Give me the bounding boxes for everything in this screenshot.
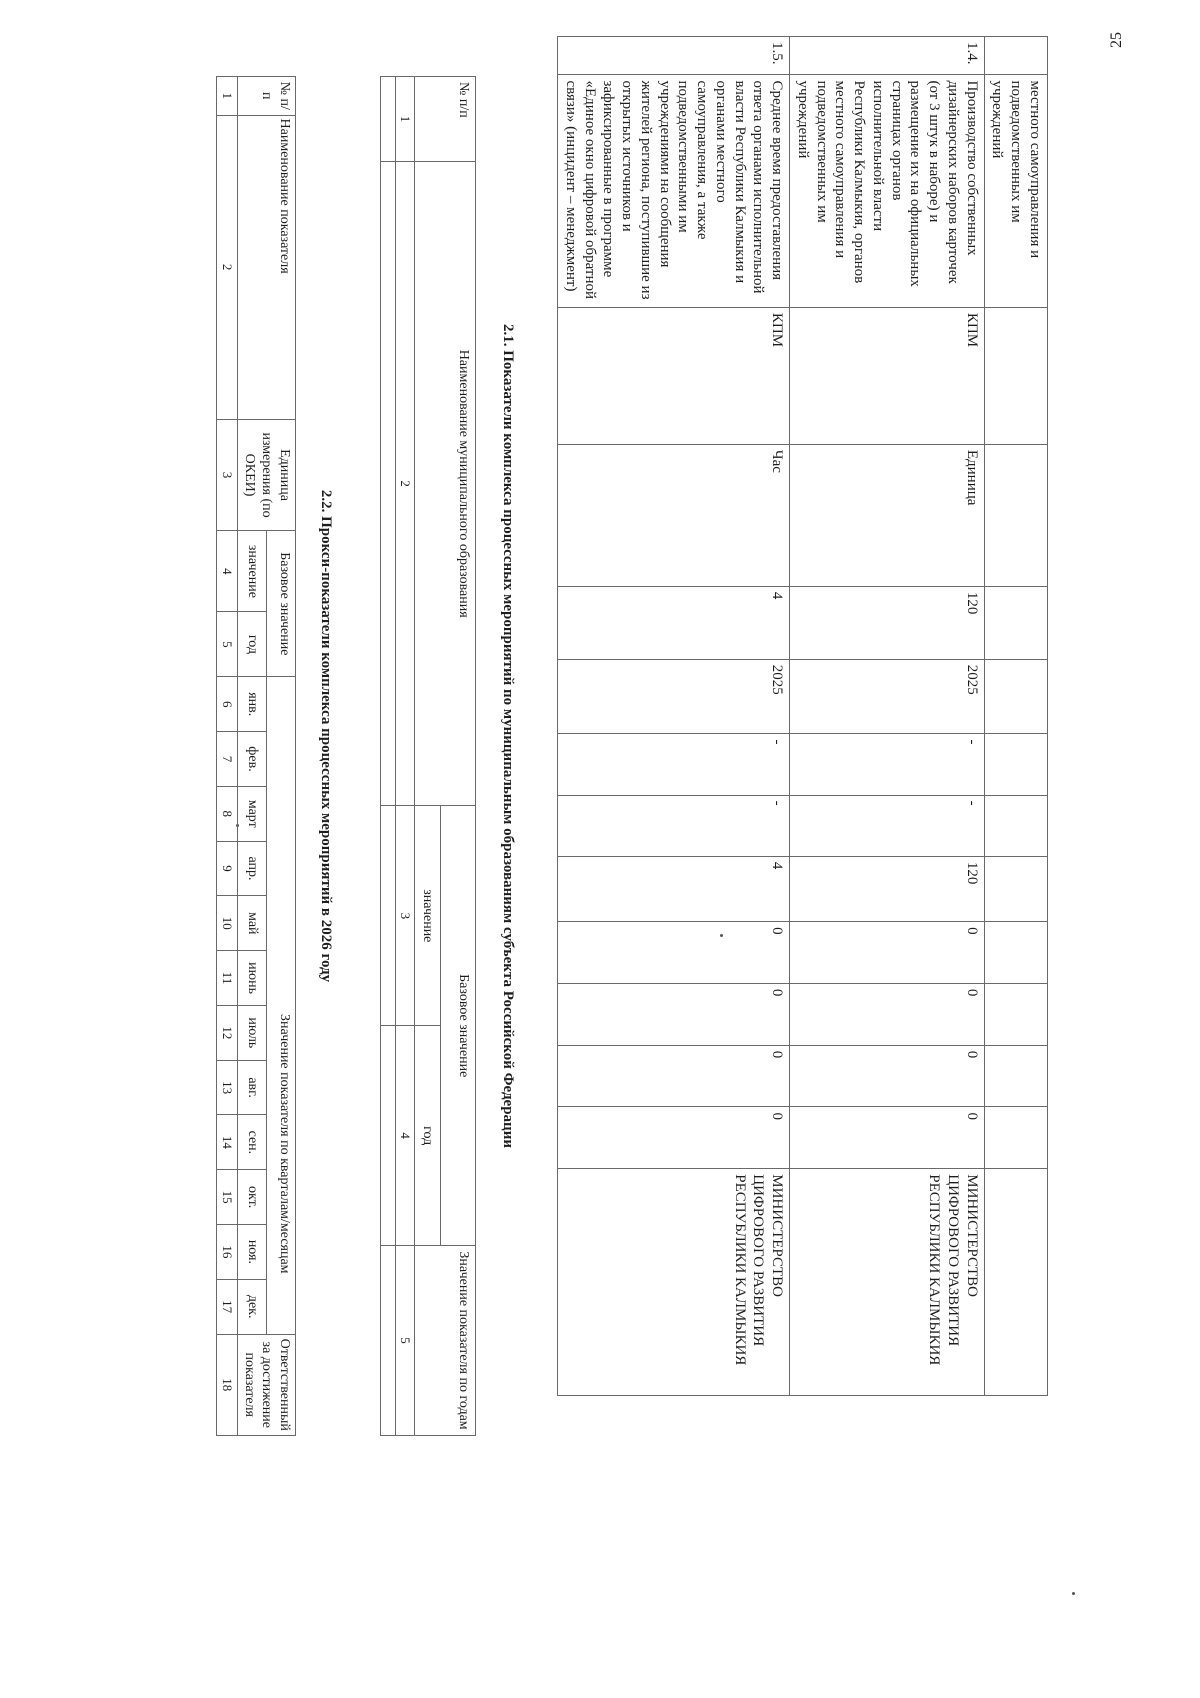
col-number: 13: [217, 1060, 238, 1115]
cell-responsible: МИНИСТЕРСТВО ЦИФРОВОГО РАЗВИТИЯ РЕСПУБЛИКИ КАЛМЫКИЯ: [790, 1169, 985, 1396]
col-number: 11: [217, 951, 238, 1006]
col-number: 5: [217, 612, 238, 677]
cell-y2028: 120: [790, 856, 985, 921]
col-number: 9: [217, 841, 238, 896]
col-number: 7: [217, 732, 238, 787]
cell-y2028: 4: [558, 856, 790, 921]
header-base: Базовое значение: [441, 806, 476, 1246]
cell-y2027: -: [558, 795, 790, 856]
cell-base-year: [984, 659, 1047, 734]
col-number: 1: [395, 77, 414, 162]
cell-y2031: [984, 1045, 1047, 1107]
cell-type: КПМ: [558, 307, 790, 444]
header-month: апр.: [238, 841, 267, 896]
header-month: авг.: [238, 1060, 267, 1115]
header-month: май: [238, 896, 267, 951]
cell-y2030: 0: [790, 983, 985, 1045]
cell-y2027: -: [790, 795, 985, 856]
municipal-indicators-table: [380, 76, 476, 1436]
col-number: 8: [217, 786, 238, 841]
header-month: фев.: [238, 732, 267, 787]
cell-y2026: -: [790, 734, 985, 795]
table-row: [984, 37, 1047, 1396]
cell-unit: Единица: [790, 444, 985, 586]
table-row: [558, 37, 790, 1396]
cell-base-year: 2025: [790, 659, 985, 734]
header-month: июль: [238, 1005, 267, 1060]
page-number: 25: [1108, 32, 1125, 48]
cell-y2032: 0: [558, 1107, 790, 1169]
cell-num: 1.4.: [790, 37, 985, 75]
col-number: 18: [217, 1334, 238, 1435]
table-row: [441, 77, 476, 1436]
header-num: № п/п: [238, 77, 296, 116]
col-number: 4: [395, 1026, 414, 1246]
table-row: [790, 37, 985, 1396]
table-row: [267, 77, 296, 1436]
cell-unit: Час: [558, 444, 790, 586]
table-row: [217, 77, 238, 1436]
col-number: 2: [217, 115, 238, 419]
col-number: 4: [217, 531, 238, 612]
cell-y2029: [984, 922, 1047, 984]
cell-y2032: 0: [790, 1107, 985, 1169]
header-month: окт.: [238, 1170, 267, 1225]
header-by-years: Значение показателя по годам: [415, 1246, 476, 1436]
table-row: [380, 77, 395, 1436]
cell-unit: [984, 444, 1047, 586]
cell-num: [984, 37, 1047, 75]
cell-responsible: МИНИСТЕРСТВО ЦИФРОВОГО РАЗВИТИЯ РЕСПУБЛИКИ КАЛМЫКИЯ: [558, 1169, 790, 1396]
cell-y2027: [984, 795, 1047, 856]
header-num: № п/п: [415, 77, 476, 162]
cell-responsible: [984, 1169, 1047, 1396]
cell-base-year: 2025: [558, 659, 790, 734]
col-number: 6: [217, 677, 238, 732]
header-month: янв.: [238, 677, 267, 732]
col-number: 3: [395, 806, 414, 1026]
header-month: сен.: [238, 1115, 267, 1170]
scan-speck: [1072, 1592, 1075, 1595]
cell-y2032: [984, 1107, 1047, 1169]
header-name: Наименование муниципального образования: [415, 161, 476, 805]
cell-name: Среднее время предоставления ответа органами исполнительной власти Республики Калмыкия и органами местного самоуправления, а также подведомственными им учреждениями на сообщения жителей региона, поступившие из открытых источников и зафиксированные в программе «Единое окно цифровой обратной связи» (инцидент – менеджмент): [558, 75, 790, 307]
section-2-2-title: 2.2. Прокси-показатели комплекса процессных мероприятий в 2026 году: [318, 489, 334, 983]
col-number: 17: [217, 1279, 238, 1334]
cell-y2028: [984, 856, 1047, 921]
indicators-table: [557, 36, 1048, 1396]
cell-num: 1.5.: [558, 37, 790, 75]
cell-name: Производство собственных дизайнерских наборов карточек (от 3 штук в наборе) и размещение их на официальных страницах органов исполнительной власти Республики Калмыкия, органов местного самоуправления и подведомственных им учреждений: [790, 75, 985, 307]
header-month: июнь: [238, 951, 267, 1006]
header-unit: Единица измерения (по ОКЕИ): [238, 419, 296, 531]
header-base: Базовое значение: [267, 531, 296, 677]
header-name: Наименование показателя: [238, 115, 296, 419]
header-months-group: Значение показателя по кварталам/месяцам: [267, 677, 296, 1334]
rotated-page: [116, 36, 1096, 1446]
header-month: дек.: [238, 1279, 267, 1334]
col-number: 5: [395, 1246, 414, 1436]
cell-type: [984, 307, 1047, 444]
col-number: 10: [217, 896, 238, 951]
col-number: 2: [395, 161, 414, 805]
section-2-1-title: 2.1. Показатели комплекса процессных мероприятий по муниципальным образованиям субъекта Российской Федерации: [500, 324, 516, 1148]
header-base-year: год: [415, 1026, 441, 1246]
cell-base-value: 120: [790, 586, 985, 659]
cell-y2030: [984, 983, 1047, 1045]
header-base-value: значение: [415, 806, 441, 1026]
cell-y2026: [984, 734, 1047, 795]
col-number: 15: [217, 1170, 238, 1225]
header-month: ноя.: [238, 1225, 267, 1280]
table-row: [395, 77, 414, 1436]
col-number: 1: [217, 77, 238, 116]
col-number: 12: [217, 1005, 238, 1060]
cell-y2026: -: [558, 734, 790, 795]
cell-y2029: 0: [558, 922, 790, 984]
cell-y2031: 0: [790, 1045, 985, 1107]
cell-name: местного самоуправления и подведомственных им учреждений: [984, 75, 1047, 307]
header-base-year: год: [238, 612, 267, 677]
col-number: 14: [217, 1115, 238, 1170]
proxy-indicators-table: [216, 76, 296, 1436]
header-base-value: значение: [238, 531, 267, 612]
cell-y2031: 0: [558, 1045, 790, 1107]
cell-type: КПМ: [790, 307, 985, 444]
header-month: март: [238, 786, 267, 841]
col-number: 16: [217, 1225, 238, 1280]
col-number: 3: [217, 419, 238, 531]
cell-base-value: [984, 586, 1047, 659]
cell-base-value: 4: [558, 586, 790, 659]
cell-y2029: 0: [790, 922, 985, 984]
cell-y2030: 0: [558, 983, 790, 1045]
header-responsible: Ответственный за достижение показателя: [238, 1334, 296, 1435]
